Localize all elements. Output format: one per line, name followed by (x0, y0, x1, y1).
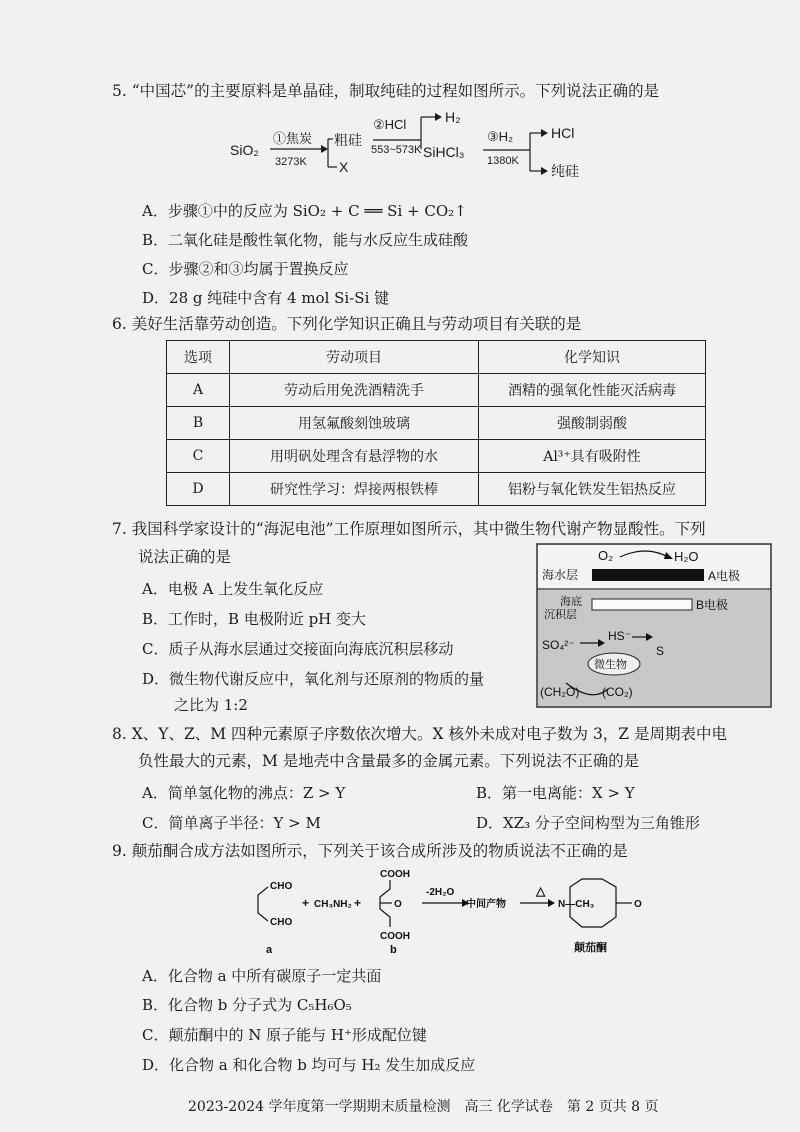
q7-option-d: D．微生物代谢反应中，氧化剂与还原剂的物质的量 (142, 670, 485, 688)
table-cell: 用氢氟酸刻蚀玻璃 (230, 407, 479, 440)
q9-o: O (394, 899, 402, 910)
q9-cooh1: COOH (380, 869, 410, 880)
q8-option-a: A．简单氢化物的沸点：Z > Y (142, 784, 346, 802)
table-header: 化学知识 (479, 341, 706, 374)
q8-option-b: B．第一电离能：X > Y (476, 784, 635, 802)
q7-option-b: B．工作时，B 电极附近 pH 变大 (142, 610, 367, 628)
table-cell: C (167, 440, 230, 473)
q5-sihcl3: SiHCl₃ (423, 144, 465, 160)
q9-stem: 9. 颠茄酮合成方法如图所示，下列关于该合成所涉及的物质说法不正确的是 (112, 842, 628, 860)
q8-option-c: C．简单离子半径：Y > M (142, 814, 321, 832)
q9-cho2: CHO (270, 917, 293, 928)
q7-option-c: C．质子从海水层通过交接面向海底沉积层移动 (142, 640, 454, 658)
q5-pure: 纯硅 (551, 163, 579, 179)
q5-option-b: B．二氧化硅是酸性氧化物，能与水反应生成硅酸 (142, 231, 469, 249)
q5-temp3: 1380K (487, 155, 519, 167)
table-header: 劳动项目 (230, 341, 479, 374)
q7-sediment2: 沉积层 (544, 609, 577, 621)
q7-hs: HS⁻ (608, 629, 632, 643)
q5-temp2: 553~573K (371, 144, 422, 156)
q7-electrode-b: B电极 (696, 598, 729, 612)
q9-cooh2: COOH (380, 931, 410, 942)
table-cell: B (167, 407, 230, 440)
table-cell: 酒精的强氧化性能灭活病毒 (479, 374, 706, 407)
q9-product: 颠茄酮 (574, 942, 607, 954)
table-row (167, 473, 706, 506)
q5-crude: 粗硅 (334, 132, 362, 148)
q9-plus1: + (302, 896, 310, 910)
q7-sea-layer: 海水层 (542, 568, 579, 582)
q5-step3: ③H₂ (487, 129, 514, 144)
table-cell: 研究性学习：焊接两根铁棒 (230, 473, 479, 506)
q8-stem-line2: 负性最大的元素，M 是地壳中含量最多的金属元素。下列说法不正确的是 (138, 752, 640, 770)
q9-option-d: D．化合物 a 和化合物 b 均可与 H₂ 发生加成反应 (142, 1056, 476, 1074)
q9-plus2: + (354, 896, 362, 910)
q5-temp1: 3273K (275, 156, 307, 168)
q7-o2: O₂ (598, 548, 614, 563)
q5-stem: 5. “中国芯”的主要原料是单晶硅，制取纯硅的过程如图所示。下列说法正确的是 (112, 82, 660, 100)
q5-x: X (339, 159, 349, 175)
q5-step2: ②HCl (373, 117, 407, 132)
q7-stem-line1: 7. 我国科学家设计的“海泥电池”工作原理如图所示，其中微生物代谢产物显酸性。下列 (112, 520, 706, 538)
table-row (167, 407, 706, 440)
electrode-b-plate (592, 599, 692, 610)
q9-label-a: a (266, 944, 273, 956)
table-cell: 铝粉与氧化铁发生铝热反应 (479, 473, 706, 506)
q9-option-a: A．化合物 a 中所有碳原子一定共面 (142, 967, 382, 985)
q5-option-d: D．28 g 纯硅中含有 4 mol Si-Si 键 (142, 289, 390, 307)
table-header-row (167, 341, 706, 374)
table-cell: 强酸制弱酸 (479, 407, 706, 440)
q7-stem-line2: 说法正确的是 (138, 548, 232, 566)
q9-intermediate: 中间产物 (466, 899, 506, 910)
q5-option-c: C．步骤②和③均属于置换反应 (142, 260, 349, 278)
table-cell: A (167, 374, 230, 407)
q9-option-c: C．颠茄酮中的 N 原子能与 H⁺形成配位键 (142, 1026, 427, 1044)
q7-sediment1: 海底 (560, 596, 582, 608)
q5-sio2: SiO₂ (230, 142, 259, 158)
table-cell: D (167, 473, 230, 506)
q9-label-b: b (390, 944, 397, 956)
electrode-a-plate (592, 569, 704, 581)
q9-option-b: B．化合物 b 分子式为 C₅H₆O₅ (142, 996, 352, 1014)
table-header: 选项 (167, 341, 230, 374)
q9-cho1: CHO (270, 881, 293, 892)
q7-co2: (CO₂) (602, 685, 633, 699)
q7-ch2o: (CH₂O) (540, 685, 580, 699)
q7-battery-diagram (536, 543, 772, 708)
table-cell: 用明矾处理含有悬浮物的水 (230, 440, 479, 473)
page-footer: 2023-2024 学年度第一学期期末质量检测 高三 化学试卷 第 2 页共 8 页 (188, 1099, 659, 1115)
q5-process-diagram (225, 105, 605, 185)
q7-h2o: H₂O (674, 549, 699, 564)
q6-stem: 6. 美好生活靠劳动创造。下列化学知识正确且与劳动项目有关联的是 (112, 315, 582, 333)
q7-option-d-cont: 之比为 1:2 (174, 696, 248, 714)
q5-hcl: HCl (551, 125, 575, 141)
q9-minus-h2o: -2H₂O (426, 887, 455, 898)
q7-option-a: A．电极 A 上发生氧化反应 (142, 580, 324, 598)
q5-h2: H₂ (445, 109, 461, 125)
q7-so4: SO₄²⁻ (542, 638, 575, 652)
q5-option-a: A．步骤①中的反应为 SiO₂ + C ══ Si + CO₂↑ (142, 202, 467, 220)
table-cell: Al³⁺具有吸附性 (479, 440, 706, 473)
q8-stem-line1: 8. X、Y、Z、M 四种元素原子序数依次增大。X 核外未成对电子数为 3，Z 是周期表中电 (112, 725, 727, 743)
q5-step1: ①焦炭 (273, 131, 313, 146)
table-row (167, 440, 706, 473)
q9-ch3nh2: CH₃NH₂ (314, 899, 352, 910)
q7-electrode-a: A电极 (708, 569, 741, 583)
q9-delta: △ (536, 884, 546, 898)
table-cell: 劳动后用免洗酒精洗手 (230, 374, 479, 407)
q8-option-d: D．XZ₃ 分子空间构型为三角锥形 (476, 814, 700, 832)
q7-s: S (656, 644, 665, 658)
q7-microbe: 微生物 (594, 659, 627, 671)
q9-o2: O (634, 899, 642, 910)
q6-table (166, 340, 706, 506)
table-row (167, 374, 706, 407)
q9-n-ch3: N—CH₃ (558, 899, 595, 910)
q9-synthesis-diagram (240, 865, 680, 960)
